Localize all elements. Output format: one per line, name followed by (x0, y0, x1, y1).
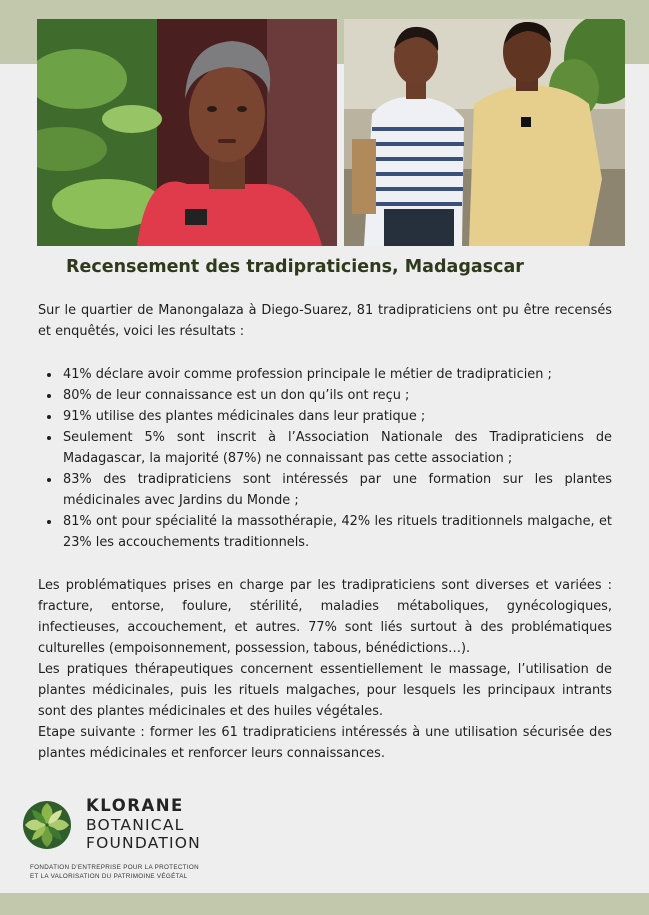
results-list (38, 364, 612, 553)
foundation-tagline (30, 863, 290, 881)
tagline-line: FONDATION D’ENTREPRISE POUR LA PROTECTION (30, 864, 199, 871)
bottom-band (0, 893, 649, 915)
body-paragraph-problems: Les problématiques prises en charge par les tradipraticiens sont diverses et variées : fracture, entorse, foulure, stérilité, maladies métaboliques, gynécologiques, infectieuses, accouchement, et autres. 77% sont liés surtout à des problématiques culturelles (empoisonnement, possession, tabous, bénédictions…). (38, 578, 612, 656)
brand-line: KLORANE (86, 796, 184, 815)
list-item: • Seulement 5% sont inscrit à l’Association Nationale des Tradipraticiens de Madagascar, la majorité (87%) ne connaissant pas cette association ; (61, 427, 612, 469)
list-item: • 80% de leur connaissance est un don qu’ils ont reçu ; (61, 385, 612, 406)
brand-line: FOUNDATION (86, 834, 201, 852)
list-item: • 91% utilise des plantes médicinales dans leur pratique ; (61, 406, 612, 427)
brand-name (86, 798, 201, 852)
list-item: • 83% des tradipraticiens sont intéressés par une formation sur les plantes médicinales avec Jardins du Monde ; (61, 469, 612, 511)
photo-two-people (344, 19, 625, 246)
main-content (38, 300, 612, 764)
photo-woman-portrait (37, 19, 337, 246)
list-item: • 41% déclare avoir comme profession principale le métier de tradipraticien ; (61, 364, 612, 385)
tagline-line: ET LA VALORISATION DU PATRIMOINE VÉGÉTAL (30, 873, 188, 880)
brand-line: BOTANICAL (86, 815, 185, 834)
body-paragraph-practices: Les pratiques thérapeutiques concernent essentiellement le massage, l’utilisation de plantes médicinales, puis les rituels malgaches, pour lesquels les principaux intrants sont des plantes médicinales et des huiles végétales. (38, 662, 612, 719)
page-title: Recensement des tradipraticiens, Madagascar (66, 257, 524, 277)
body-paragraph-next-step: Etape suivante : former les 61 tradipraticiens intéressés à une utilisation sécurisée des plantes médicinales et renforcer leurs connaissances. (38, 725, 612, 761)
list-item: • 81% ont pour spécialité la massothérapie, 42% les rituels traditionnels malgache, et 23% les accouchements traditionnels. (61, 511, 612, 553)
intro-paragraph: Sur le quartier de Manongalaza à Diego-Suarez, 81 tradipraticiens ont pu être recensés et enquêtés, voici les résultats : (38, 303, 612, 339)
klorane-leaf-logo-icon (22, 800, 72, 850)
